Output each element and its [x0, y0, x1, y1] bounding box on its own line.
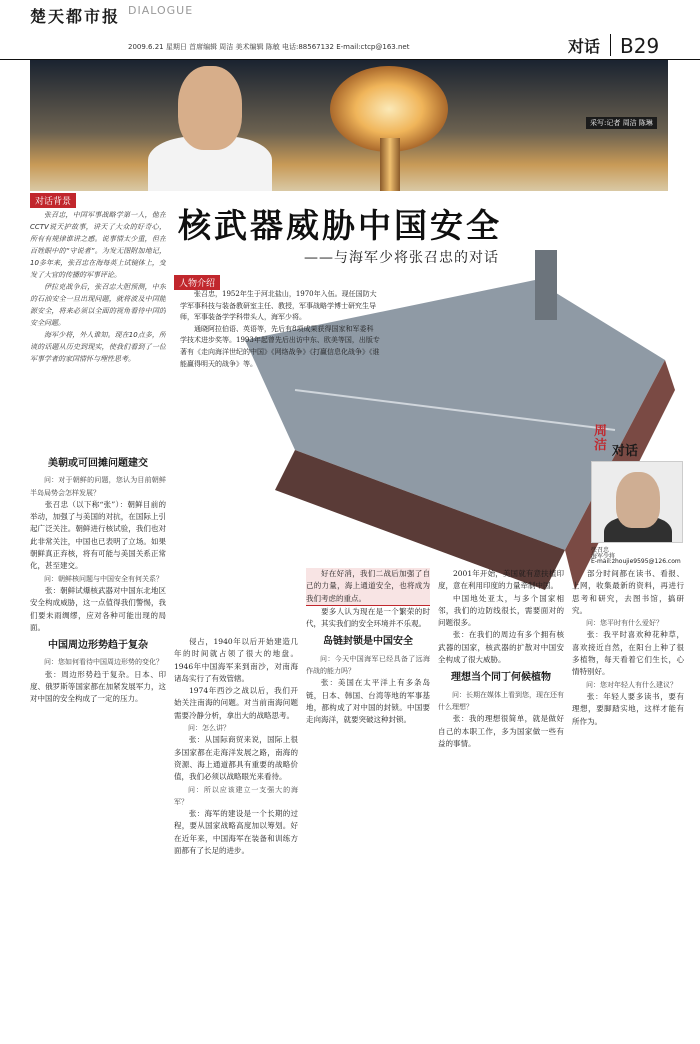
intro-paragraph: 伊拉克战争后，张召忠大胆预测，中东的石油安全一旦出现问题，就将波及中国能源安全，将来必须以全面的视角看待中国的安全问题。: [30, 283, 166, 327]
section-heading: 岛链封锁是中国安全: [323, 636, 413, 648]
answer: 部分时间都在读书、看报、上网，收集最新的资料，再进行思考和研究，去图书馆，搞研究。: [572, 569, 684, 615]
background-tag: 对话背景: [30, 193, 76, 208]
profile-dialogue-label: 对话: [612, 444, 639, 459]
question: 问：对于朝鲜的问题，您认为目前朝鲜半岛局势会怎样发展？: [30, 476, 166, 497]
answer: 侵占，1940年以后开始建造几年的时间就占领了很大的地盘。1946年中国海军来到南沙，对南海诸岛实行了有效管辖。: [174, 637, 298, 683]
page-header: [0, 0, 700, 60]
mushroom-cloud-stem: [380, 138, 400, 191]
reporter-name-mark: [594, 425, 607, 453]
admiral-portrait: [178, 66, 242, 150]
newspaper-logo: 楚天都市报: [30, 7, 121, 26]
answer: 张：海军的建设是一个长期的过程，要从国家战略高度加以筹划。好在近年来，中国海军在装备和训练方面都有了长足的进步。: [174, 809, 298, 856]
section-heading: 中国周边形势趋于复杂: [48, 640, 148, 652]
answer: 张：周边形势趋于复杂。日本、印度、俄罗斯等国家都在加紧发展军力，这对中国的安全构成了一定的压力。: [30, 669, 166, 704]
page-number: B29: [620, 34, 660, 58]
question: 问：怎么讲？: [188, 724, 230, 733]
carrier-island: [535, 250, 557, 320]
answer: 张：我平时喜欢种花种草，喜欢接近自然，在阳台上种了很多植物，每天看着它们生长，心情特别好。: [572, 630, 684, 677]
answer: 张：美国在太平洋上有多条岛链，日本、韩国、台湾等地的军事基地，都构成了对中国的封锁。中国要走向海洋，就要突破这种封锁。: [306, 678, 430, 725]
question: 问：今天中国海军已经具备了远海作战的能力吗？: [306, 654, 430, 676]
answer: 张：年轻人要多读书，要有理想，要脚踏实地，这样才能有所作为。: [572, 691, 684, 726]
answer: 张召忠（以下称“张”）：朝鲜目前的举动，加强了与美国的对抗，在国际上引起广泛关注。朝鲜进行核试验，我们也对此非常关注，中国也已表明了立场。如果朝鲜真正弃核，将有可能与美国关系正常化，甚至建交。: [30, 499, 166, 571]
answer: 1974年西沙之战以后，我们开始关注南海的问题。对当前南海问题需要冷静分析，拿出大的战略思考。: [174, 686, 298, 720]
headline: 核武器威胁中国安全: [178, 206, 502, 245]
question: 问：您如何看待中国周边形势的变化？: [44, 658, 163, 667]
answer: 张：我的理想很简单，就是做好自己的本职工作，多为国家做一些有益的事情。: [438, 714, 564, 748]
photo-face: [616, 472, 660, 528]
article-column-4: [438, 568, 564, 1032]
photo-caption-name: 张召忠: [591, 547, 610, 554]
question: 问：长期在媒体上看到您，现在还有什么理想？: [438, 690, 564, 711]
header-info: 2009.6.21 星期日 首席编辑 周洁 美术编辑 陈敏 电话:88567132 E-mail:ctcp@163.net: [128, 43, 410, 51]
answer: 要多人认为现在是一个繁荣的时代，其实我们的安全环境并不乐观。: [306, 606, 430, 629]
subheadline: ——与海军少将张召忠的对话: [304, 250, 499, 266]
answer: 张：在我们的周边有多个拥有核武器的国家，核武器的扩散对中国安全构成了很大威胁。: [438, 630, 564, 665]
intro-paragraph: 海军少将，外人谁知。现在10点多，所谈的话题从历史到现实，使我们看到了一位军事学者的家国情怀与理性思考。: [30, 331, 166, 363]
intro-paragraph: 张召忠，中国军事战略学第一人，他在CCTV说天护故事，讲天了大众的好奇心，所有有规律谁讲之感。说事情太少重，但在百姓眼中的“守说者”。为发无图附加地记，10多年来，张召忠在海每英上试镜体上，变发了大官的传播的军事评论。: [30, 211, 166, 279]
highlighted-answer: 好在好消，我们二战后加强了自己的力量，海上通道安全，也将成为我们考虑的重点。: [306, 568, 430, 606]
article-column-2: [174, 636, 298, 1032]
header-divider: [610, 34, 611, 56]
dialogue-label: DIALOGUE: [128, 4, 194, 17]
section-heading: 理想当个同丁何候植物: [451, 672, 551, 684]
reporter-surname: 周: [594, 424, 608, 439]
question: 问：您对年轻人有什么建议？: [586, 680, 677, 689]
question: 问：朝鲜核问题与中国安全有何关系？: [44, 574, 163, 583]
hero-banner: [30, 60, 668, 191]
article-column-3: [306, 568, 430, 1032]
interviewee-photo: [591, 461, 683, 543]
answer: 中国地处亚太，与多个国家相邻，我们的边防线很长，需要面对的问题很多。: [438, 593, 564, 628]
answer: 2001年开始，美国就有意扶植印度，意在利用印度的力量牵制中国。: [438, 569, 564, 591]
answer: 张：朝鲜试爆核武器对中国东北地区安全构成威胁，这一点值得我们警惕，我们要未雨绸缪，应对各种可能出现的局面。: [30, 585, 166, 632]
bio-paragraph: 通晓阿拉伯语、英语等，先后有8项成果获得国家和军委科学技术进步奖等。1993年起曾先后出访中东、欧美等国，出版专著有《走向海洋世纪的中国》《网络战争》《打赢信息化战争》《谁能赢得明天的战争》等。: [180, 324, 380, 368]
bio-text: [180, 289, 380, 370]
question: 问：您平时有什么爱好？: [586, 619, 663, 628]
article-column-5: [572, 568, 684, 1032]
bio-paragraph: 张召忠，1952年生于河北盐山，1970年入伍。现任国防大学军事科技与装备教研室主任、教授，军事战略学博士研究生导师，军事装备学学科带头人，海军少将。: [180, 290, 377, 322]
bio-tag: 人物介绍: [174, 275, 220, 290]
intro-column: [30, 209, 166, 447]
section-name: 对话: [568, 37, 601, 56]
article-column-1: [30, 452, 166, 1032]
photo-caption-title: 海军少将: [591, 553, 616, 560]
question: 问：所以应该建立一支强大的海军？: [174, 785, 298, 806]
reporter-given-name: 洁: [594, 438, 608, 453]
section-heading: 美朝或可回摊问题建交: [48, 458, 148, 469]
reporter-email: E-mail:zhoujie9595@126.com: [591, 558, 681, 565]
answer: 张：从国际商贸来说，国际上很多国家都在走海洋发展之路，南海的资源、海上通道都具有重要的战略价值，我们必须以战略眼光来看待。: [174, 735, 298, 782]
hero-caption: 采写:记者 周洁 陈琳: [586, 117, 657, 129]
